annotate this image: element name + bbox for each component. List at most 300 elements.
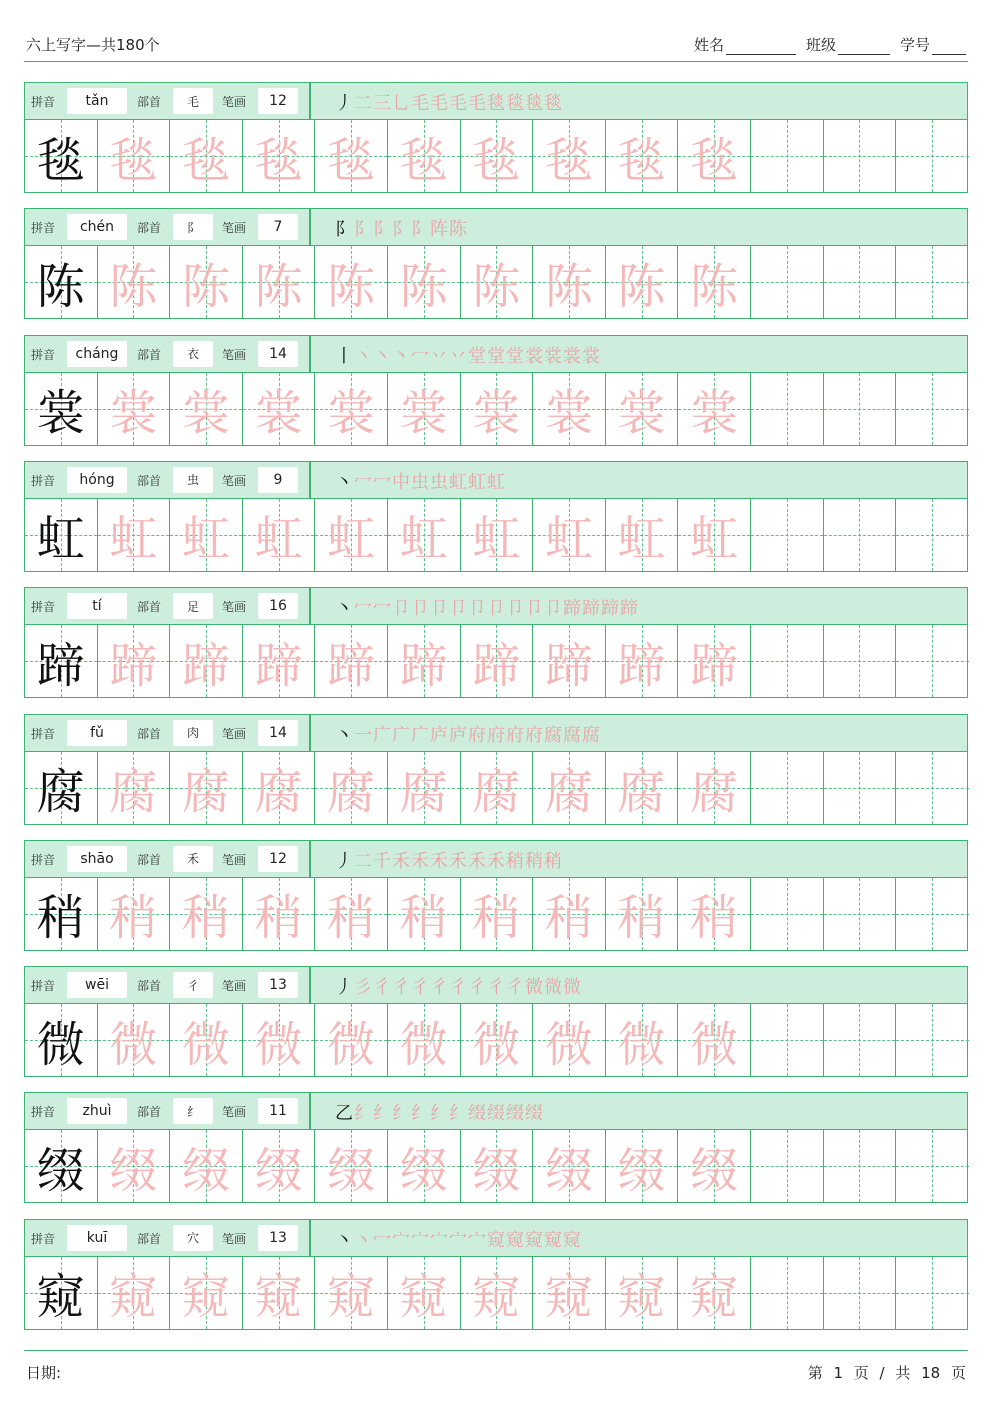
stroke-glyph: 禾 (430, 850, 449, 872)
trace-character: 陈 (109, 258, 158, 315)
stroke-glyph: 丶 (373, 345, 392, 367)
blank-practice-cell[interactable] (751, 120, 824, 192)
stroke-order (335, 973, 582, 999)
blank-practice-cell[interactable] (824, 625, 897, 697)
trace-cell[interactable] (533, 246, 606, 318)
trace-cell[interactable] (388, 878, 461, 950)
stroke-glyph: 腐 (582, 724, 601, 746)
trace-character: 微 (399, 1016, 448, 1073)
stroke-glyph: 蹄 (620, 598, 639, 620)
blank-practice-cell[interactable] (824, 1130, 897, 1202)
name-blank[interactable] (726, 39, 796, 55)
strokes-label: 笔画 (222, 726, 247, 741)
trace-cell[interactable] (678, 373, 751, 445)
stroke-glyph: 阝 (354, 219, 373, 241)
trace-cell[interactable] (388, 120, 461, 192)
strokes-value: 11 (258, 1098, 298, 1124)
trace-character: 腐 (327, 764, 376, 820)
info-divider (309, 209, 311, 245)
stroke-glyph: 府 (487, 724, 506, 746)
trace-cell[interactable] (315, 1130, 388, 1202)
stroke-glyph: 陈 (449, 219, 468, 241)
trace-cell[interactable] (461, 373, 534, 445)
info-divider (309, 841, 311, 877)
trace-cell[interactable] (533, 1004, 606, 1076)
trace-cell[interactable] (243, 499, 316, 571)
stroke-glyph: 禾 (468, 850, 487, 872)
model-character: 陈 (36, 258, 85, 315)
trace-cell[interactable] (388, 499, 461, 571)
character-row (24, 82, 968, 193)
stroke-order (335, 215, 468, 241)
worksheet-title: 六上写字—共180个 (26, 36, 160, 54)
trace-cell[interactable] (461, 120, 534, 192)
trace-character: 窥 (544, 1269, 593, 1326)
blank-practice-cell[interactable] (824, 246, 897, 318)
radical-value: 虫 (173, 467, 213, 493)
number-blank[interactable] (932, 39, 966, 55)
trace-character: 虹 (544, 511, 593, 568)
strokes-value: 13 (258, 1225, 298, 1251)
strokes-label: 笔画 (222, 1231, 247, 1246)
trace-cell[interactable] (678, 878, 751, 950)
trace-cell[interactable] (98, 246, 171, 318)
stroke-glyph: 虫 (411, 471, 430, 493)
radical-value: 衣 (173, 341, 213, 367)
trace-character: 虹 (617, 511, 666, 568)
blank-practice-cell[interactable] (896, 625, 969, 697)
trace-character: 窥 (327, 1269, 376, 1326)
trace-character: 毯 (181, 132, 230, 189)
trace-cell[interactable] (170, 373, 243, 445)
trace-cell[interactable] (678, 246, 751, 318)
writing-grid (24, 245, 968, 319)
stroke-glyph: 卩 (411, 598, 430, 620)
trace-cell[interactable] (98, 625, 171, 697)
stroke-glyph: 裳 (582, 345, 601, 367)
character-row (24, 1092, 968, 1203)
trace-character: 稍 (181, 890, 230, 947)
stroke-glyph: 丶 (354, 1229, 373, 1251)
blank-practice-cell[interactable] (751, 625, 824, 697)
trace-cell[interactable] (606, 499, 679, 571)
trace-character: 微 (617, 1016, 666, 1073)
stroke-glyph: 虹 (487, 471, 506, 493)
row-info-bar (24, 335, 968, 373)
model-character: 毯 (36, 132, 85, 189)
trace-cell[interactable] (606, 1257, 679, 1329)
trace-character: 缀 (617, 1142, 666, 1199)
writing-grid (24, 751, 968, 825)
blank-practice-cell[interactable] (896, 120, 969, 192)
trace-cell[interactable] (315, 878, 388, 950)
trace-character: 蹄 (109, 637, 158, 694)
trace-character: 腐 (690, 764, 739, 820)
trace-cell[interactable] (315, 373, 388, 445)
model-character: 虹 (36, 511, 85, 568)
trace-character: 裳 (690, 385, 739, 442)
class-label: 班级 (805, 36, 836, 54)
trace-cell[interactable] (388, 752, 461, 824)
trace-cell[interactable] (243, 120, 316, 192)
trace-cell[interactable] (98, 373, 171, 445)
trace-character: 陈 (399, 258, 448, 315)
stroke-glyph: 堂 (468, 345, 487, 367)
stroke-glyph: 稍 (544, 850, 563, 872)
class-field[interactable] (806, 34, 890, 55)
stroke-glyph: 中 (392, 471, 411, 493)
stroke-glyph: 广 (411, 724, 430, 746)
trace-cell[interactable] (606, 373, 679, 445)
trace-character: 缀 (690, 1142, 739, 1199)
trace-cell[interactable] (606, 625, 679, 697)
trace-character: 稍 (544, 890, 593, 947)
trace-cell[interactable] (243, 1257, 316, 1329)
stroke-glyph: 丷 (449, 345, 468, 367)
trace-cell[interactable] (98, 499, 171, 571)
stroke-glyph: 二 (354, 850, 373, 872)
stroke-order (335, 847, 563, 873)
trace-character: 窥 (617, 1269, 666, 1326)
trace-cell[interactable] (533, 752, 606, 824)
trace-cell[interactable] (170, 752, 243, 824)
row-info-bar (24, 587, 968, 625)
trace-cell[interactable] (678, 1130, 751, 1202)
info-divider (309, 462, 311, 498)
student-fields (694, 34, 966, 55)
trace-cell[interactable] (461, 752, 534, 824)
info-divider (309, 1220, 311, 1256)
character-row (24, 208, 968, 319)
stroke-glyph: 宀 (430, 1229, 449, 1251)
model-character: 腐 (36, 764, 85, 820)
trace-character: 腐 (617, 764, 666, 820)
radical-value: 穴 (173, 1225, 213, 1251)
trace-cell[interactable] (533, 373, 606, 445)
pinyin-value: tǎn (67, 88, 127, 114)
trace-cell[interactable] (606, 246, 679, 318)
stroke-glyph: 卩 (430, 598, 449, 620)
writing-grid (24, 119, 968, 193)
trace-cell[interactable] (170, 1004, 243, 1076)
character-row (24, 461, 968, 572)
strokes-label: 笔画 (222, 473, 247, 488)
stroke-glyph: 彳 (392, 977, 411, 999)
trace-character: 虹 (181, 511, 230, 568)
trace-character: 毯 (399, 132, 448, 189)
trace-character: 腐 (472, 764, 521, 820)
trace-cell[interactable] (315, 752, 388, 824)
trace-cell[interactable] (461, 246, 534, 318)
trace-cell[interactable] (461, 1257, 534, 1329)
blank-practice-cell[interactable] (896, 1004, 969, 1076)
pinyin-label: 拼音 (31, 1231, 56, 1246)
stroke-glyph: 一 (354, 724, 373, 746)
blank-practice-cell[interactable] (751, 878, 824, 950)
stroke-glyph: 庐 (430, 724, 449, 746)
trace-character: 陈 (544, 258, 593, 315)
trace-cell[interactable] (98, 878, 171, 950)
trace-cell[interactable] (606, 120, 679, 192)
radical-value: 禾 (173, 846, 213, 872)
model-character: 稍 (36, 890, 85, 947)
trace-cell[interactable] (315, 1004, 388, 1076)
trace-cell[interactable] (170, 246, 243, 318)
trace-cell[interactable] (678, 625, 751, 697)
pinyin-value: wēi (67, 972, 127, 998)
strokes-label: 笔画 (222, 979, 247, 994)
trace-cell[interactable] (388, 246, 461, 318)
blank-practice-cell[interactable] (824, 120, 897, 192)
trace-cell[interactable] (606, 1004, 679, 1076)
trace-cell[interactable] (606, 752, 679, 824)
stroke-glyph: 丶 (392, 345, 411, 367)
trace-character: 窥 (109, 1269, 158, 1326)
model-character-cell (25, 120, 98, 192)
trace-cell[interactable] (461, 625, 534, 697)
stroke-glyph: 窥 (506, 1229, 525, 1251)
trace-cell[interactable] (98, 1130, 171, 1202)
trace-character: 缀 (327, 1142, 376, 1199)
trace-cell[interactable] (315, 1257, 388, 1329)
trace-cell[interactable] (98, 1004, 171, 1076)
stroke-glyph: 蹄 (582, 598, 601, 620)
stroke-glyph: 蹄 (563, 598, 582, 620)
blank-practice-cell[interactable] (896, 878, 969, 950)
writing-grid (24, 1256, 968, 1330)
trace-cell[interactable] (606, 1130, 679, 1202)
stroke-glyph: 彳 (449, 977, 468, 999)
radical-value: 足 (173, 593, 213, 619)
trace-cell[interactable] (533, 625, 606, 697)
trace-character: 蹄 (254, 637, 303, 694)
blank-practice-cell[interactable] (751, 1257, 824, 1329)
trace-cell[interactable] (388, 1257, 461, 1329)
stroke-glyph: 宀 (468, 1229, 487, 1251)
blank-practice-cell[interactable] (896, 373, 969, 445)
trace-character: 虹 (254, 511, 303, 568)
trace-cell[interactable] (461, 499, 534, 571)
pinyin-value: shāo (67, 846, 127, 872)
stroke-glyph: 毯 (506, 93, 525, 114)
trace-character: 蹄 (617, 637, 666, 694)
stroke-glyph: 堂 (487, 345, 506, 367)
info-divider (309, 83, 311, 119)
blank-practice-cell[interactable] (751, 246, 824, 318)
trace-cell[interactable] (678, 1004, 751, 1076)
trace-character: 陈 (254, 258, 303, 315)
number-field[interactable] (900, 34, 966, 55)
trace-cell[interactable] (533, 1257, 606, 1329)
stroke-glyph: 冖 (354, 471, 373, 493)
stroke-glyph: 卩 (392, 598, 411, 620)
blank-practice-cell[interactable] (896, 1130, 969, 1202)
stroke-glyph: 毛 (411, 93, 430, 114)
stroke-glyph: 广 (392, 724, 411, 746)
trace-cell[interactable] (243, 625, 316, 697)
trace-character: 裳 (109, 385, 158, 442)
trace-cell[interactable] (98, 752, 171, 824)
model-character-cell (25, 752, 98, 824)
trace-cell[interactable] (170, 878, 243, 950)
pinyin-value: cháng (67, 341, 127, 367)
trace-character: 稍 (617, 890, 666, 947)
name-label: 姓名 (693, 36, 724, 54)
trace-cell[interactable] (388, 1004, 461, 1076)
trace-character: 腐 (109, 764, 158, 820)
stroke-glyph: 缀 (525, 1103, 544, 1125)
info-divider (309, 588, 311, 624)
writing-grid (24, 1129, 968, 1203)
radical-label: 部首 (137, 979, 162, 994)
strokes-value: 12 (258, 846, 298, 872)
trace-cell[interactable] (678, 120, 751, 192)
stroke-glyph: 丷 (430, 345, 449, 367)
trace-cell[interactable] (243, 373, 316, 445)
pinyin-label: 拼音 (31, 726, 56, 741)
stroke-glyph: 毛 (430, 93, 449, 114)
blank-practice-cell[interactable] (896, 499, 969, 571)
stroke-glyph: 冖 (354, 598, 373, 620)
writing-grid (24, 877, 968, 951)
blank-practice-cell[interactable] (824, 878, 897, 950)
blank-practice-cell[interactable] (751, 752, 824, 824)
stroke-glyph: 窥 (563, 1229, 582, 1251)
trace-character: 窥 (472, 1269, 521, 1326)
model-character: 裳 (36, 385, 85, 442)
strokes-value: 12 (258, 88, 298, 114)
stroke-glyph: 腐 (563, 724, 582, 746)
stroke-glyph: 冖 (373, 598, 392, 620)
blank-practice-cell[interactable] (824, 373, 897, 445)
trace-cell[interactable] (315, 246, 388, 318)
trace-cell[interactable] (533, 878, 606, 950)
pinyin-label: 拼音 (31, 347, 56, 362)
trace-cell[interactable] (315, 625, 388, 697)
trace-cell[interactable] (388, 625, 461, 697)
blank-practice-cell[interactable] (824, 752, 897, 824)
name-field[interactable] (694, 34, 796, 55)
trace-cell[interactable] (388, 373, 461, 445)
trace-cell[interactable] (315, 499, 388, 571)
trace-cell[interactable] (315, 120, 388, 192)
blank-practice-cell[interactable] (824, 1004, 897, 1076)
writing-grid (24, 624, 968, 698)
stroke-glyph: 毯 (525, 93, 544, 114)
blank-practice-cell[interactable] (824, 499, 897, 571)
trace-cell[interactable] (533, 499, 606, 571)
blank-practice-cell[interactable] (896, 752, 969, 824)
class-blank[interactable] (838, 39, 890, 55)
stroke-glyph: 纟 (392, 1103, 411, 1125)
strokes-label: 笔画 (222, 852, 247, 867)
date-label: 日期: (26, 1364, 62, 1382)
strokes-label: 笔画 (222, 1105, 247, 1120)
model-character-cell (25, 1257, 98, 1329)
trace-character: 陈 (690, 258, 739, 315)
blank-practice-cell[interactable] (896, 246, 969, 318)
trace-cell[interactable] (243, 878, 316, 950)
blank-practice-cell[interactable] (751, 499, 824, 571)
model-character-cell (25, 499, 98, 571)
trace-cell[interactable] (678, 1257, 751, 1329)
trace-cell[interactable] (170, 625, 243, 697)
trace-cell[interactable] (606, 878, 679, 950)
stroke-glyph: 稍 (525, 850, 544, 872)
trace-cell[interactable] (678, 752, 751, 824)
trace-cell[interactable] (170, 1257, 243, 1329)
trace-cell[interactable] (533, 120, 606, 192)
blank-practice-cell[interactable] (751, 1130, 824, 1202)
character-row (24, 1219, 968, 1330)
radical-label: 部首 (137, 95, 162, 109)
trace-cell[interactable] (98, 1257, 171, 1329)
row-info-bar (24, 82, 968, 120)
trace-cell[interactable] (461, 1130, 534, 1202)
stroke-glyph: 阝 (392, 219, 411, 241)
model-character: 缀 (36, 1142, 85, 1199)
writing-grid (24, 1003, 968, 1077)
stroke-glyph: 虫 (430, 471, 449, 493)
radical-label: 部首 (137, 1231, 162, 1246)
stroke-order (335, 721, 601, 747)
model-character-cell (25, 625, 98, 697)
trace-cell[interactable] (388, 1130, 461, 1202)
trace-character: 腐 (544, 764, 593, 820)
trace-character: 陈 (327, 258, 376, 315)
radical-value: 阝 (173, 214, 213, 240)
radical-value: 毛 (173, 88, 213, 114)
stroke-glyph: 丨 (335, 345, 354, 367)
trace-cell[interactable] (170, 120, 243, 192)
trace-character: 微 (472, 1016, 521, 1073)
radical-label: 部首 (137, 347, 162, 362)
trace-cell[interactable] (170, 499, 243, 571)
blank-practice-cell[interactable] (824, 1257, 897, 1329)
stroke-glyph: 丿 (335, 850, 354, 872)
trace-cell[interactable] (170, 1130, 243, 1202)
pinyin-label: 拼音 (31, 1105, 56, 1120)
trace-cell[interactable] (533, 1130, 606, 1202)
stroke-glyph: 丶 (354, 345, 373, 367)
trace-cell[interactable] (243, 246, 316, 318)
trace-character: 毯 (327, 132, 376, 189)
stroke-glyph: 禾 (392, 850, 411, 872)
trace-cell[interactable] (243, 1004, 316, 1076)
stroke-glyph: 纟 (411, 1103, 430, 1125)
stroke-glyph: 二 (354, 93, 373, 114)
trace-cell[interactable] (461, 1004, 534, 1076)
character-row (24, 587, 968, 698)
blank-practice-cell[interactable] (751, 373, 824, 445)
row-info-bar (24, 840, 968, 878)
radical-label: 部首 (137, 600, 162, 615)
stroke-glyph: 禾 (449, 850, 468, 872)
stroke-order (335, 468, 506, 494)
trace-cell[interactable] (461, 878, 534, 950)
trace-cell[interactable] (98, 120, 171, 192)
blank-practice-cell[interactable] (896, 1257, 969, 1329)
trace-cell[interactable] (243, 752, 316, 824)
trace-character: 毯 (544, 132, 593, 189)
page-header (24, 30, 968, 62)
stroke-glyph: 府 (468, 724, 487, 746)
radical-value: 肉 (173, 720, 213, 746)
blank-practice-cell[interactable] (751, 1004, 824, 1076)
trace-cell[interactable] (243, 1130, 316, 1202)
trace-cell[interactable] (678, 499, 751, 571)
stroke-glyph: 冖 (411, 345, 430, 367)
